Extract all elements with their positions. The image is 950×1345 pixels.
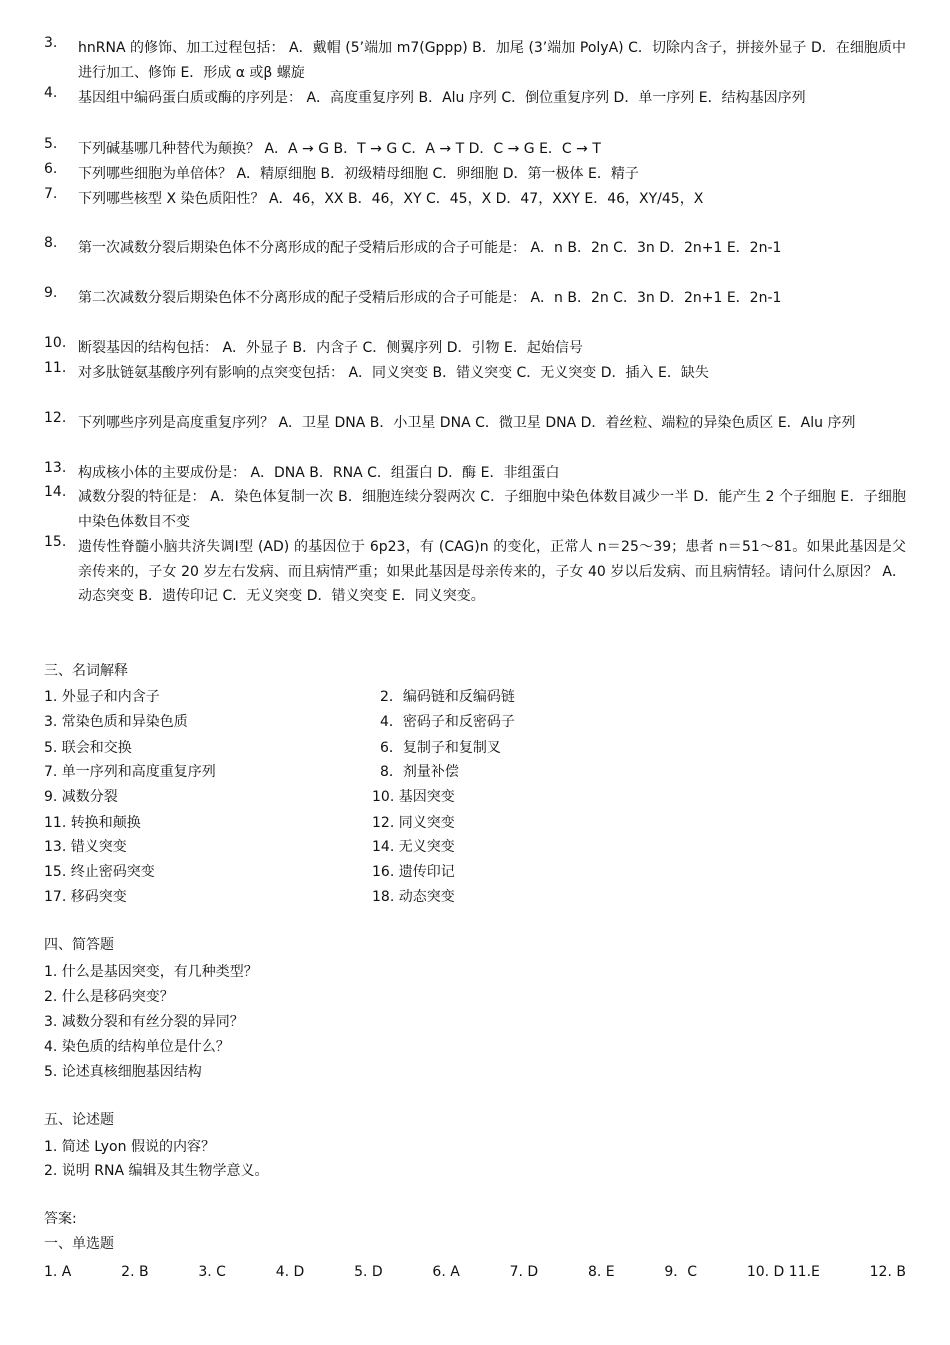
question-number: 4. xyxy=(44,85,58,101)
question-number: 7. xyxy=(44,186,58,202)
question-text: 下列哪些核型 X 染色质阳性？ A．46，XX B．46，XY C．45，X D．47，XXY E．46，XY/45，X xyxy=(78,191,704,207)
term-item: 13. 错义突变 xyxy=(44,839,127,855)
answer-item: 1. A xyxy=(44,1264,72,1280)
question-9 xyxy=(44,286,906,311)
question-text: hnRNA 的修饰、加工过程包括： A．戴帽 (5’端加 m7(Gppp) B．加尾 (3’端加 PolyA) C．切除内含子，拼接外显子 D．在细胞质中进行加工、修饰 E．形成 α 或β 螺旋 xyxy=(78,40,906,81)
answers-subtitle: 一、单选题 xyxy=(44,1236,114,1252)
question-text: 遗传性脊髓小脑共济失调Ⅰ型 (AD) 的基因位于 6p23，有 (CAG)n 的变化，正常人 n＝25～39；患者 n＝51～81。如果此基因是父亲传来的，子女 20 岁左右发病、而且病情严重；如果此基因是母亲传来的，子女 40 岁以后发病、而且病情轻。请问什么原因？ A．动态突变 B．遗传印记 C．无义突变 D．错义突变 E．同义突变。 xyxy=(78,539,906,604)
term-item: 17. 移码突变 xyxy=(44,889,127,905)
question-text: 对多肽链氨基酸序列有影响的点突变包括： A．同义突变 B．错义突变 C．无义突变 D．插入 E．缺失 xyxy=(78,365,709,381)
question-number: 8. xyxy=(44,235,58,251)
term-item: 5. 联会和交换 xyxy=(44,740,132,756)
short-answer-item: 1. 什么是基因突变，有几种类型？ xyxy=(44,964,258,980)
question-8 xyxy=(44,236,906,261)
question-number: 6. xyxy=(44,161,58,177)
short-answer-item: 4. 染色质的结构单位是什么？ xyxy=(44,1039,230,1055)
term-item: 2．编码链和反编码链 xyxy=(380,689,515,705)
term-item: 16. 遗传印记 xyxy=(372,864,455,880)
answer-item: 5. D xyxy=(354,1264,383,1280)
question-text: 下列哪些细胞为单倍体？ A．精原细胞 B．初级精母细胞 C．卵细胞 D．第一极体 E．精子 xyxy=(78,166,639,182)
question-text: 基因组中编码蛋白质或酶的序列是： A．高度重复序列 B．Alu 序列 C．倒位重复序列 D．单一序列 E．结构基因序列 xyxy=(78,90,806,106)
section-title-short-answer: 四、简答题 xyxy=(44,937,114,953)
short-answer-item: 5. 论述真核细胞基因结构 xyxy=(44,1064,202,1080)
answer-item: 4. D xyxy=(275,1264,305,1280)
question-text: 第二次减数分裂后期染色体不分离形成的配子受精后形成的合子可能是： A．n B．2n C．3n D．2n+1 E．2n-1 xyxy=(78,290,782,306)
answers-title: 答案: xyxy=(44,1211,77,1227)
question-4 xyxy=(44,86,906,111)
term-item: 1. 外显子和内含子 xyxy=(44,689,160,705)
question-13 xyxy=(44,461,906,486)
section-title-essay: 五、论述题 xyxy=(44,1112,114,1128)
question-number: 15. xyxy=(44,534,67,550)
answer-item: 7. D xyxy=(509,1264,539,1280)
answer-item: 6. A xyxy=(432,1264,460,1280)
question-number: 3. xyxy=(44,35,58,51)
question-15 xyxy=(44,535,906,609)
question-number: 10. xyxy=(44,335,67,351)
term-item: 7. 单一序列和高度重复序列 xyxy=(44,764,216,780)
question-text: 构成核小体的主要成份是： A．DNA B．RNA C．组蛋白 D．酶 E．非组蛋白 xyxy=(78,465,560,481)
essay-item: 1. 简述 Lyon 假说的内容？ xyxy=(44,1139,215,1155)
answer-item: 2. B xyxy=(121,1264,149,1280)
question-7 xyxy=(44,187,906,212)
term-item: 10. 基因突变 xyxy=(372,789,455,805)
question-5 xyxy=(44,137,906,162)
question-text: 下列哪些序列是高度重复序列？ A．卫星 DNA B．小卫星 DNA C．微卫星 DNA D．着丝粒、端粒的异染色质区 E．Alu 序列 xyxy=(78,415,856,431)
answer-item: 12. B xyxy=(869,1264,906,1280)
answer-item: 3. C xyxy=(198,1264,226,1280)
term-item: 11. 转换和颠换 xyxy=(44,815,141,831)
section-title-terms: 三、名词解释 xyxy=(44,663,128,679)
question-10 xyxy=(44,336,906,361)
question-number: 5. xyxy=(44,136,58,152)
term-item: 8．剂量补偿 xyxy=(380,764,459,780)
answer-item: 10. D 11.E xyxy=(746,1264,820,1280)
term-item: 14. 无义突变 xyxy=(372,839,455,855)
question-3 xyxy=(44,36,906,85)
question-text: 断裂基因的结构包括： A．外显子 B．内含子 C．侧翼序列 D．引物 E．起始信号 xyxy=(78,340,583,356)
term-item: 4．密码子和反密码子 xyxy=(380,714,515,730)
question-number: 14. xyxy=(44,484,67,500)
term-item: 15. 终止密码突变 xyxy=(44,864,155,880)
question-number: 9. xyxy=(44,285,58,301)
short-answer-item: 3. 减数分裂和有丝分裂的异同？ xyxy=(44,1014,244,1030)
question-number: 13. xyxy=(44,460,67,476)
term-item: 12. 同义突变 xyxy=(372,815,455,831)
question-11 xyxy=(44,361,906,386)
term-item: 3. 常染色质和异染色质 xyxy=(44,714,188,730)
question-text: 减数分裂的特征是： A．染色体复制一次 B．细胞连续分裂两次 C．子细胞中染色体数目减少一半 D．能产生 2 个子细胞 E．子细胞中染色体数目不变 xyxy=(78,489,906,530)
question-number: 11. xyxy=(44,360,67,376)
answer-item: 8. E xyxy=(587,1264,615,1280)
answer-row xyxy=(44,1265,906,1279)
answer-item: 9．C xyxy=(664,1264,698,1280)
question-text: 下列碱基哪几种替代为颠换？ A．A → G B．T → G C．A → T D．C → G E．C → T xyxy=(78,141,601,157)
question-6 xyxy=(44,162,906,187)
question-14 xyxy=(44,485,906,534)
term-item: 6．复制子和复制叉 xyxy=(380,740,501,756)
short-answer-item: 2. 什么是移码突变？ xyxy=(44,989,174,1005)
term-item: 9. 减数分裂 xyxy=(44,789,118,805)
term-item: 18. 动态突变 xyxy=(372,889,455,905)
question-number: 12. xyxy=(44,410,67,426)
question-text: 第一次减数分裂后期染色体不分离形成的配子受精后形成的合子可能是： A．n B．2n C．3n D．2n+1 E．2n-1 xyxy=(78,240,782,256)
essay-item: 2. 说明 RNA 编辑及其生物学意义。 xyxy=(44,1163,269,1179)
question-12 xyxy=(44,411,906,436)
